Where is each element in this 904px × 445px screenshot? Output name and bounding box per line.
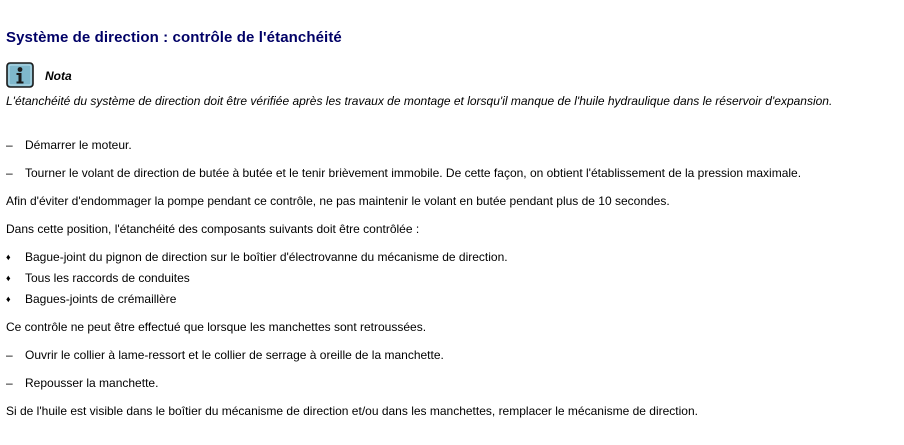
page-title: Système de direction : contrôle de l'étanchéité: [6, 29, 342, 46]
paragraph: Si de l'huile est visible dans le boîtier du mécanisme de direction et/ou dans les manchettes, remplacer le mécanisme de direction.: [6, 404, 698, 418]
note-label: Nota: [45, 69, 72, 83]
paragraph: Dans cette position, l'étanchéité des composants suivants doit être contrôlée :: [6, 222, 420, 236]
list-item-text: Bagues-joints de crémaillère: [25, 292, 177, 306]
step-item: [6, 376, 158, 391]
dash-marker: –: [6, 166, 13, 180]
dash-marker: –: [6, 138, 13, 152]
step-item: [6, 348, 444, 363]
list-item: [6, 292, 176, 308]
step-text: Tourner le volant de direction de butée à butée et le tenir brièvement immobile. De cette façon, on obtient l'établissement de la pression maximale.: [25, 166, 802, 180]
step-item: [6, 138, 132, 153]
step-text: Démarrer le moteur.: [25, 138, 132, 152]
list-item-text: Bague-joint du pignon de direction sur le boîtier d'électrovanne du mécanisme de direction.: [25, 250, 508, 264]
list-item-text: Tous les raccords de conduites: [25, 271, 190, 285]
note-text: L'étanchéité du système de direction doit être vérifiée après les travaux de montage et lorsqu'il manque de l'huile hydraulique dans le réservoir d'expansion.: [6, 94, 833, 108]
note-header: [6, 61, 72, 89]
info-icon: [6, 62, 34, 88]
list-item: [6, 250, 508, 266]
bullet-marker: ♦: [6, 294, 11, 304]
step-text: Ouvrir le collier à lame-ressort et le collier de serrage à oreille de la manchette.: [25, 348, 444, 362]
paragraph: Ce contrôle ne peut être effectué que lorsque les manchettes sont retroussées.: [6, 320, 427, 334]
dash-marker: –: [6, 376, 13, 390]
step-item: [6, 166, 801, 181]
step-text: Repousser la manchette.: [25, 376, 159, 390]
bullet-marker: ♦: [6, 252, 11, 262]
dash-marker: –: [6, 348, 13, 362]
paragraph: Afin d'éviter d'endommager la pompe pendant ce contrôle, ne pas maintenir le volant en butée pendant plus de 10 secondes.: [6, 194, 670, 208]
bullet-marker: ♦: [6, 273, 11, 283]
list-item: [6, 271, 190, 287]
